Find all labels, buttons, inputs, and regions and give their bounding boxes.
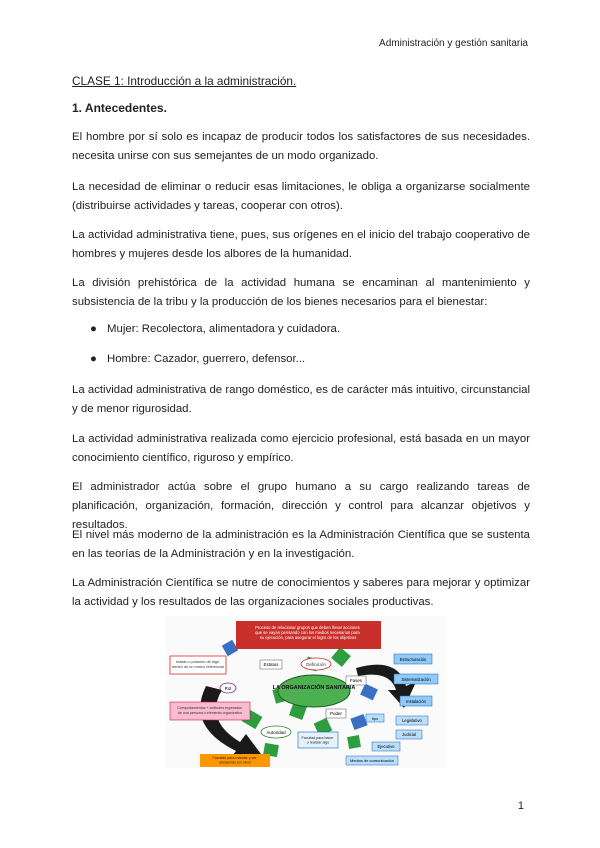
diagram-center: LA ORGANIZACIÓN SANITARIA [272, 685, 356, 691]
bullet-dot-icon: ● [90, 353, 97, 365]
estatus-label: Estatus [263, 662, 279, 667]
bullet-item: ● Hombre: Cazador, guerrero, defensor... [90, 353, 306, 365]
paragraph: La actividad administrativa tiene, pues, sus orígenes en el inicio del trabajo cooperativo de hombres y mujeres desde los albores de la humanidad. [72, 229, 530, 260]
medios-label: Medios de comunicación [349, 758, 395, 763]
paragraph: La actividad administrativa realizada como ejercicio profesional, está basada en un mayor conocimiento científico, riguroso y empírico. [72, 433, 530, 464]
page-number: 1 [517, 800, 524, 812]
estado-box: estado o posición de algo dentro de un marco referencial [172, 660, 224, 669]
bullet-item: ● Mujer: Recolectora, alimentadora y cuidadora. [90, 323, 340, 335]
poder-label: Poder [329, 711, 343, 716]
page-header: Administración y gestión sanitaria [379, 38, 528, 49]
paragraph: El hombre por sí solo es incapaz de producir todos los satisfactores de sus necesidades. necesita unirse con sus semejantes de un modo organizado. [72, 131, 530, 162]
comportamientos-box: Comportamientos + actitudes esperados de una persona o elemento organizativo [177, 706, 243, 715]
class-title: CLASE 1: Introducción a la administración. [72, 74, 297, 88]
paragraph: El nivel más moderno de la administración es la Administración Científica que se sustenta en las teorías de la Administración y en la investigación. [72, 529, 530, 560]
top-definition-box: Proceso de relacionar grupos que deben llevar acciones que se vayan pensando con los medios necesarios para su ejecución, para asegurar el logro de los objetivos [255, 625, 360, 640]
paragraph: La Administración Científica se nutre de conocimientos y saberes para mejorar y optimizar la actividad y los resultados de las organizaciones sociales productivas. [72, 577, 530, 608]
tipo-label: tipo [371, 716, 379, 721]
legislativo-label: Legislativo [402, 718, 422, 723]
paragraph: La actividad administrativa de rango doméstico, es de carácter más intuitivo, circunstancial y de menor rigurosidad. [72, 384, 530, 415]
bullet-dot-icon: ● [90, 323, 97, 335]
section-title: 1. Antecedentes. [72, 101, 167, 115]
rol-label: Rol [224, 686, 232, 691]
organization-diagram [166, 616, 446, 768]
fases-label: Fases [349, 678, 363, 683]
instalacion-label: Instalación [405, 699, 427, 704]
ejecutivo-label: Ejecutivo [377, 744, 395, 749]
paragraph: La necesidad de eliminar o reducir esas limitaciones, le obliga a organizarse socialmente (distribuirse actividades y tareas, cooperar con otros). [72, 181, 530, 212]
facultad-hacer-box: Facultad para hacer o realizar algo [301, 736, 334, 745]
judicial-label: Judicial [402, 732, 416, 737]
paragraph: El administrador actúa sobre el grupo humano a su cargo realizando tareas de planificación, organización, formación, dirección y control para alcanzar objetivos y resultados. [72, 481, 530, 531]
autoridad-label: Autoridad [266, 730, 286, 735]
estructuracion-label: Estructuración [399, 657, 427, 662]
definicion-label: Definición [306, 662, 326, 667]
paragraph: La división prehistórica de la actividad humana se encaminan al mantenimiento y subsistencia de la tribu y la producción de los bienes necesarios para el bienestar: [72, 277, 530, 308]
facultad-mandar-box: Facultad para mandar y ser obedecido por otros [212, 756, 257, 765]
sistematizacion-label: Sistematización [401, 677, 431, 682]
